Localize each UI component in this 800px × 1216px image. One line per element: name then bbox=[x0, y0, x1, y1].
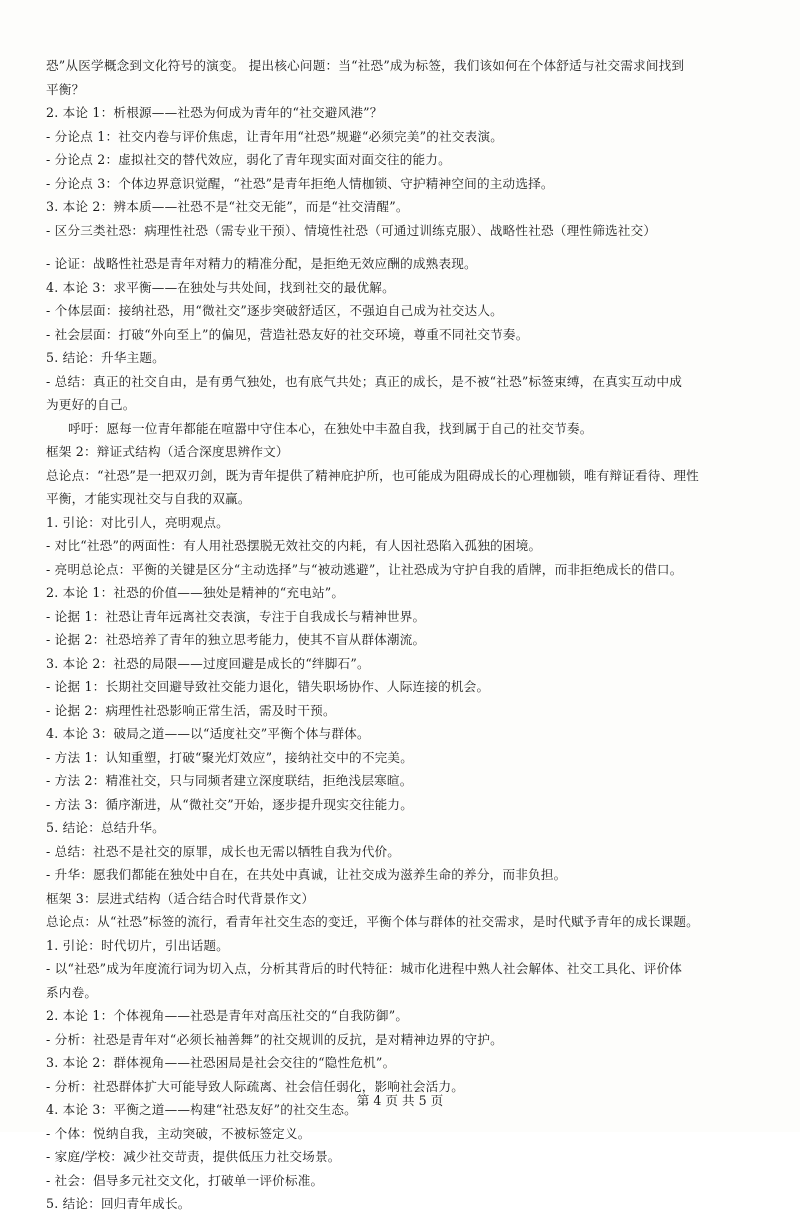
section-heading: 2. 本论 1：析根源——社恐为何成为青年的“社交避风港”？ bbox=[46, 105, 383, 120]
text-line: - 对比“社恐”的两面性：有人用社恐摆脱无效社交的内耗，有人因社恐陷入孤独的困境。 bbox=[46, 538, 542, 553]
section-heading: 3. 本论 2：群体视角——社恐困局是社会交往的“隐性危机”。 bbox=[46, 1055, 396, 1070]
section-heading: 5. 结论：总结升华。 bbox=[46, 820, 165, 835]
text-line: 为更好的自己。 bbox=[46, 397, 136, 412]
text-line: - 分论点 2：虚拟社交的替代效应，弱化了青年现实面对面交往的能力。 bbox=[46, 152, 451, 167]
text-line: - 社会层面：打破“外向至上”的偏见，营造社恐友好的社交环境，尊重不同社交节奏。 bbox=[46, 326, 529, 342]
section-heading: 4. 本论 3：平衡之道——构建“社恐友好”的社交生态。 bbox=[46, 1102, 357, 1117]
section-heading: 2. 本论 1：社恐的价值——独处是精神的“充电站”。 bbox=[46, 585, 345, 600]
text-line: - 亮明总论点：平衡的关键是区分“主动选择”与“被动逃避”，让社恐成为守护自我的盾牌，而非拒绝成长的借口。 bbox=[46, 561, 683, 577]
section-heading: 1. 引论：时代切片，引出话题。 bbox=[46, 937, 229, 953]
text-line: - 论据 1：长期社交回避导致社交能力退化，错失职场协作、人际连接的机会。 bbox=[46, 679, 490, 694]
section-heading: 1. 引论：对比引人，亮明观点。 bbox=[46, 514, 229, 530]
text-line: 平衡？ bbox=[46, 81, 85, 97]
section-heading: 5. 结论：升华主题。 bbox=[46, 350, 165, 365]
section-heading: 4. 本论 3：破局之道——以“适度社交”平衡个体与群体。 bbox=[46, 726, 370, 741]
framework-heading: 框架 3：层进式结构（适合结合时代背景作文） bbox=[46, 890, 315, 906]
text-line: - 分论点 3：个体边界意识觉醒，“社恐”是青年拒绝人情枷锁、守护精神空间的主动选择。 bbox=[46, 175, 554, 191]
section-heading: 5. 结论：回归青年成长。 bbox=[46, 1196, 191, 1211]
text-line: - 分析：社恐是青年对“必须长袖善舞”的社交规训的反抗，是对精神边界的守护。 bbox=[46, 1031, 503, 1047]
text-line: - 方法 1：认知重塑，打破“聚光灯效应”，接纳社交中的不完美。 bbox=[46, 749, 413, 765]
text-line: - 区分三类社恐：病理性社恐（需专业干预）、情境性社恐（可通过训练克服）、战略性社恐（理性筛选社交） bbox=[46, 222, 657, 238]
text-line: - 论据 1：社恐让青年远离社交表演，专注于自我成长与精神世界。 bbox=[46, 608, 426, 624]
text-line: 呼吁：愿每一位青年都能在喧嚣中守住本心，在独处中丰盈自我，找到属于自己的社交节奏。 bbox=[68, 420, 593, 436]
section-heading: 4. 本论 3：求平衡——在独处与共处间，找到社交的最优解。 bbox=[46, 279, 395, 295]
text-line: 恐”从医学概念到文化符号的演变。 提出核心问题：当“社恐”成为标签，我们该如何在个体舒适与社交需求间找到 bbox=[46, 58, 685, 73]
section-heading: 3. 本论 2：社恐的局限——过度回避是成长的“绊脚石”。 bbox=[46, 655, 370, 671]
text-line: - 总结：真正的社交自由，是有勇气独处，也有底气共处；真正的成长，是不被“社恐”标签束缚，在真实互动中成 bbox=[46, 373, 683, 389]
text-line: - 个体：悦纳自我，主动突破，不被标签定义。 bbox=[46, 1125, 311, 1141]
text-line: - 方法 2：精准社交，只与同频者建立深度联结，拒绝浅层寒暄。 bbox=[46, 773, 413, 788]
text-line: 总论点：“社恐”是一把双刃剑，既为青年提供了精神庇护所，也可能成为阻碍成长的心理枷锁，唯有辩证看待、理性 bbox=[46, 467, 699, 483]
text-line: 平衡，才能实现社交与自我的双赢。 bbox=[46, 491, 251, 506]
text-line: - 个体层面：接纳社恐，用“微社交”逐步突破舒适区，不强迫自己成为社交达人。 bbox=[46, 303, 503, 318]
text-line: - 以“社恐”成为年度流行词为切入点，分析其背后的时代特征：城市化进程中熟人社会解体、社交工具化、评价体 bbox=[46, 961, 683, 976]
text-line: - 论据 2：社恐培养了青年的独立思考能力，使其不盲从群体潮流。 bbox=[46, 632, 426, 647]
section-heading: 2. 本论 1：个体视角——社恐是青年对高压社交的“自我防御”。 bbox=[46, 1008, 409, 1023]
document-body bbox=[46, 54, 764, 1216]
text-line: - 方法 3：循序渐进，从“微社交”开始，逐步提升现实交往能力。 bbox=[46, 796, 413, 812]
text-line: - 升华：愿我们都能在独处中自在，在共处中真诚，让社交成为滋养生命的养分，而非负担。 bbox=[46, 867, 567, 882]
text-line: - 社会：倡导多元社交文化，打破单一评价标准。 bbox=[46, 1172, 324, 1188]
text-line: - 家庭/学校：减少社交苛责，提供低压力社交场景。 bbox=[46, 1149, 341, 1164]
text-line: - 论据 2：病理性社恐影响正常生活，需及时干预。 bbox=[46, 702, 336, 718]
text-line: - 总结：社恐不是社交的原罪，成长也无需以牺牲自我为代价。 bbox=[46, 843, 401, 859]
framework-heading: 框架 2：辩证式结构（适合深度思辨作文） bbox=[46, 444, 289, 459]
page-number-footer: 第 4 页 共 5 页 bbox=[356, 1093, 444, 1108]
text-line: - 分析：社恐群体扩大可能导致人际疏离、社会信任弱化，影响社会活力。 bbox=[46, 1078, 465, 1094]
text-line: - 论证：战略性社恐是青年对精力的精准分配，是拒绝无效应酬的成熟表现。 bbox=[46, 256, 477, 271]
text-line: 系内卷。 bbox=[46, 984, 98, 1000]
section-heading: 3. 本论 2：辨本质——社恐不是“社交无能”，而是“社交清醒”。 bbox=[46, 199, 409, 214]
text-line: - 分论点 1：社交内卷与评价焦虑，让青年用“社恐”规避“必须完美”的社交表演。 bbox=[46, 128, 504, 144]
text-line: 总论点：从“社恐”标签的流行，看青年社交生态的变迁，平衡个体与群体的社交需求，是时代赋予青年的成长课题。 bbox=[46, 914, 699, 929]
